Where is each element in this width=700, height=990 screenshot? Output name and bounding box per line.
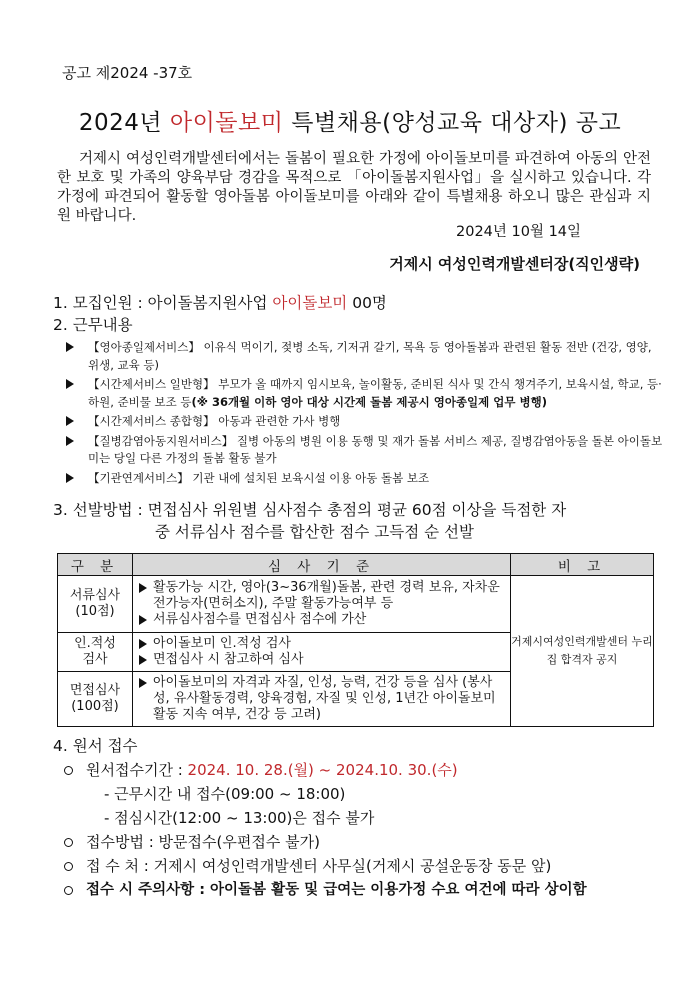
section1-post: 00명	[347, 294, 387, 312]
row-criteria	[133, 576, 511, 633]
application-caution	[64, 878, 684, 902]
criteria-text: 서류심사점수를 면접심사 점수에 가산	[153, 612, 367, 627]
bullet-text: 부모가 올 때까지 임시보육, 놀이활동, 준비된 식사 및 간식 챙겨주기, 보육시설, 학교, 등·하원, 준비물 보조 등	[88, 377, 662, 409]
triangle-bullet-icon	[139, 655, 147, 665]
period-label: 원서접수기간 :	[86, 761, 188, 779]
criteria-line	[133, 580, 506, 612]
criteria-text: 활동가능 시간, 영아(3~36개월)돌봄, 관련 경력 보유, 자차운전가능자(면허소지), 주말 활동가능여부 등	[153, 580, 500, 611]
circle-bullet-icon	[64, 886, 73, 895]
row-label: 인.적성 검사	[58, 633, 133, 672]
table-header-row	[58, 554, 654, 576]
application-place	[64, 854, 684, 878]
bullet-tag: 【영아종일제서비스】	[88, 340, 200, 354]
period-value: 2024. 10. 28.(월) ~ 2024.10. 30.(수)	[187, 761, 458, 779]
row-label: 면접심사 (100점)	[58, 672, 133, 727]
circle-bullet-icon	[64, 838, 73, 847]
row-criteria	[133, 672, 511, 727]
criteria-text: 아이돌보미의 자격과 자질, 인성, 능력, 건강 등을 심사 (봉사성, 유사활동경력, 양육경험, 자질 및 인성, 1년간 아이돌보미 활동 지속 여부, 건강 등 고려)	[153, 675, 496, 722]
caution-text: 접수 시 주의사항 : 아이돌봄 활동 및 급여는 이용가정 수요 여건에 따라 상이함	[86, 882, 587, 898]
work-bullet	[66, 470, 666, 488]
method-text: 접수방법 : 방문접수(우편접수 불가)	[86, 833, 320, 851]
row-label: 서류심사 (10점)	[58, 576, 133, 633]
triangle-bullet-icon	[66, 416, 74, 426]
work-hours: - 근무시간 내 접수(09:00 ~ 18:00)	[104, 785, 346, 803]
bullet-tag: 【시간제서비스 일반형】	[88, 377, 215, 391]
section1-pre: 1. 모집인원 : 아이돌봄지원사업	[53, 294, 273, 312]
page-title	[0, 104, 700, 137]
triangle-bullet-icon	[66, 436, 74, 446]
notice-number: 공고 제2024 -37호	[62, 64, 193, 82]
section-application-heading: 4. 원서 접수	[53, 737, 138, 755]
application-period	[64, 758, 684, 782]
place-text: 접 수 처 : 거제시 여성인력개발센터 사무실(거제시 공설운동장 동문 앞)	[86, 857, 552, 875]
selection-line-1: 3. 선발방법 : 면접심사 위원별 심사점수 총점의 평균 60점 이상을 득점한 자	[53, 501, 567, 519]
bullet-text: 질병 아동의 병원 이용 동행 및 재가 돌봄 서비스 제공, 질병감염아동을 돌본 아이돌보미는 당일 다른 가정의 돌봄 활동 불가	[88, 433, 663, 465]
signer: 거제시 여성인력개발센터장(직인생략)	[389, 255, 640, 273]
bullet-text: 아동과 관련한 가사 병행	[214, 414, 341, 428]
work-bullet-list	[66, 339, 666, 489]
header-criteria: 심 사 기 준	[133, 554, 511, 576]
selection-line-2: 중 서류심사 점수를 합산한 점수 고득점 순 선발	[155, 523, 474, 541]
triangle-bullet-icon	[66, 342, 74, 352]
bullet-text: 기관 내에 설치된 보육시설 이용 아동 돌봄 보조	[188, 470, 430, 485]
intro-text: 거제시 여성인력개발센터에서는 돌봄이 필요한 가정에 아이돌보미를 파견하여 아동의 안전한 보호 및 가족의 양육부담 경감을 목적으로 「아이돌봄지원사업」을 실시하고 있습니다. 각 가정에 파견되어 활동할 영아돌봄 아이돌보미를 아래와 같이 특별채용 하오니 많은 관심과 지원 바랍니다.	[57, 151, 651, 224]
triangle-bullet-icon	[139, 615, 147, 625]
triangle-bullet-icon	[66, 379, 74, 389]
application-details	[64, 758, 684, 902]
criteria-text: 아이돌보미 인.적성 검사	[153, 636, 291, 651]
section-recruitment	[53, 291, 387, 313]
criteria-line	[133, 675, 506, 723]
bullet-tag: 【질병감염아동지원서비스】	[88, 433, 234, 448]
criteria-text: 면접심사 시 참고하여 심사	[153, 652, 304, 667]
circle-bullet-icon	[64, 766, 73, 775]
title-pre: 2024년	[78, 110, 170, 136]
section-work-heading: 2. 근무내용	[53, 316, 133, 334]
title-post: 특별채용(양성교육 대상자) 공고	[283, 110, 622, 136]
application-method	[64, 830, 684, 854]
triangle-bullet-icon	[139, 639, 147, 649]
criteria-line	[133, 652, 506, 668]
circle-bullet-icon	[64, 862, 73, 871]
criteria-line	[133, 636, 506, 652]
bullet-bold-note: (※ 36개월 이하 영아 대상 시간제 돌봄 제공시 영아종일제 업무 병행)	[191, 394, 547, 409]
criteria-table	[57, 553, 654, 727]
triangle-bullet-icon	[139, 678, 147, 688]
work-bullet	[66, 339, 666, 374]
notice-date: 2024년 10월 14일	[456, 224, 582, 240]
triangle-bullet-icon	[66, 473, 74, 483]
row-criteria	[133, 633, 511, 672]
intro-paragraph	[57, 150, 651, 226]
table-row	[58, 576, 654, 633]
bullet-tag: 【시간제서비스 종합형】	[88, 414, 215, 428]
work-bullet	[66, 413, 666, 431]
criteria-line	[133, 612, 506, 628]
bullet-tag: 【기관연계서비스】	[88, 470, 189, 485]
bullet-text: 이유식 먹이기, 젖병 소독, 기저귀 갈기, 목욕 등 영아돌봄과 관련된 활동 전반 (건강, 영양, 위생, 교육 등)	[88, 340, 652, 372]
work-bullet	[66, 433, 666, 468]
triangle-bullet-icon	[139, 583, 147, 593]
header-note: 비 고	[511, 554, 654, 576]
section1-highlight: 아이돌보미	[272, 294, 348, 312]
title-highlight: 아이돌보미	[169, 110, 284, 136]
section-selection	[53, 499, 653, 543]
work-bullet	[66, 376, 666, 411]
lunch-hours: - 점심시간(12:00 ~ 13:00)은 접수 불가	[104, 809, 375, 827]
row-note: 거제시여성인력개발센터 누리집 합격자 공지	[511, 576, 654, 727]
header-category: 구 분	[58, 554, 133, 576]
